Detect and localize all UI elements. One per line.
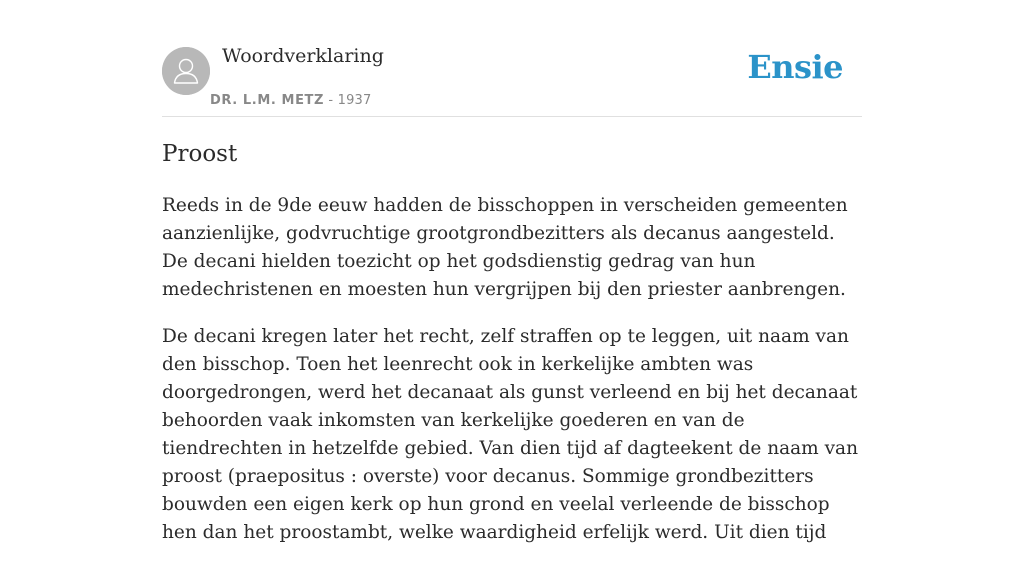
entry-paragraph: Reeds in de 9de eeuw hadden de bisschoppen in verscheiden gemeenten aanzienlijke, godvruchtige grootgrondbezitters als decanus aangesteld. De decani hielden toezicht op het godsdienstig gedrag van hun medechristenen en moesten hun vergrijpen bij den priester aanbrengen.: [162, 195, 848, 300]
brand-logo[interactable]: Ensie: [747, 48, 843, 86]
source-title[interactable]: Woordverklaring: [222, 45, 384, 67]
user-placeholder-icon[interactable]: [162, 47, 210, 95]
source-header: [162, 0, 862, 117]
meta-separator: -: [324, 93, 338, 108]
source-meta: [210, 93, 372, 108]
entry-paragraph: De decani kregen later het recht, zelf straffen op te leggen, uit naam van den bisschop. Toen het leenrecht ook in kerkelijke ambten was doorgedrongen, werd het decanaat als gunst verleend en bij het decanaat behoorden vaak inkomsten van kerkelijke goederen en van de tiendrechten in hetzelfde gebied. Van dien tijd af dagteekent de naam van proost (praepositus : overste) voor decanus. Sommige grondbezitters bouwden een eigen kerk op hun grond en veelal verleende de bisschop hen dan het proostambt, welke waardigheid erfelijk werd. Uit dien tijd: [162, 326, 858, 543]
publication-year: 1937: [337, 93, 372, 108]
entry-content: [162, 138, 862, 566]
author-name[interactable]: DR. L.M. METZ: [210, 93, 325, 108]
entry-title: Proost: [162, 141, 238, 167]
